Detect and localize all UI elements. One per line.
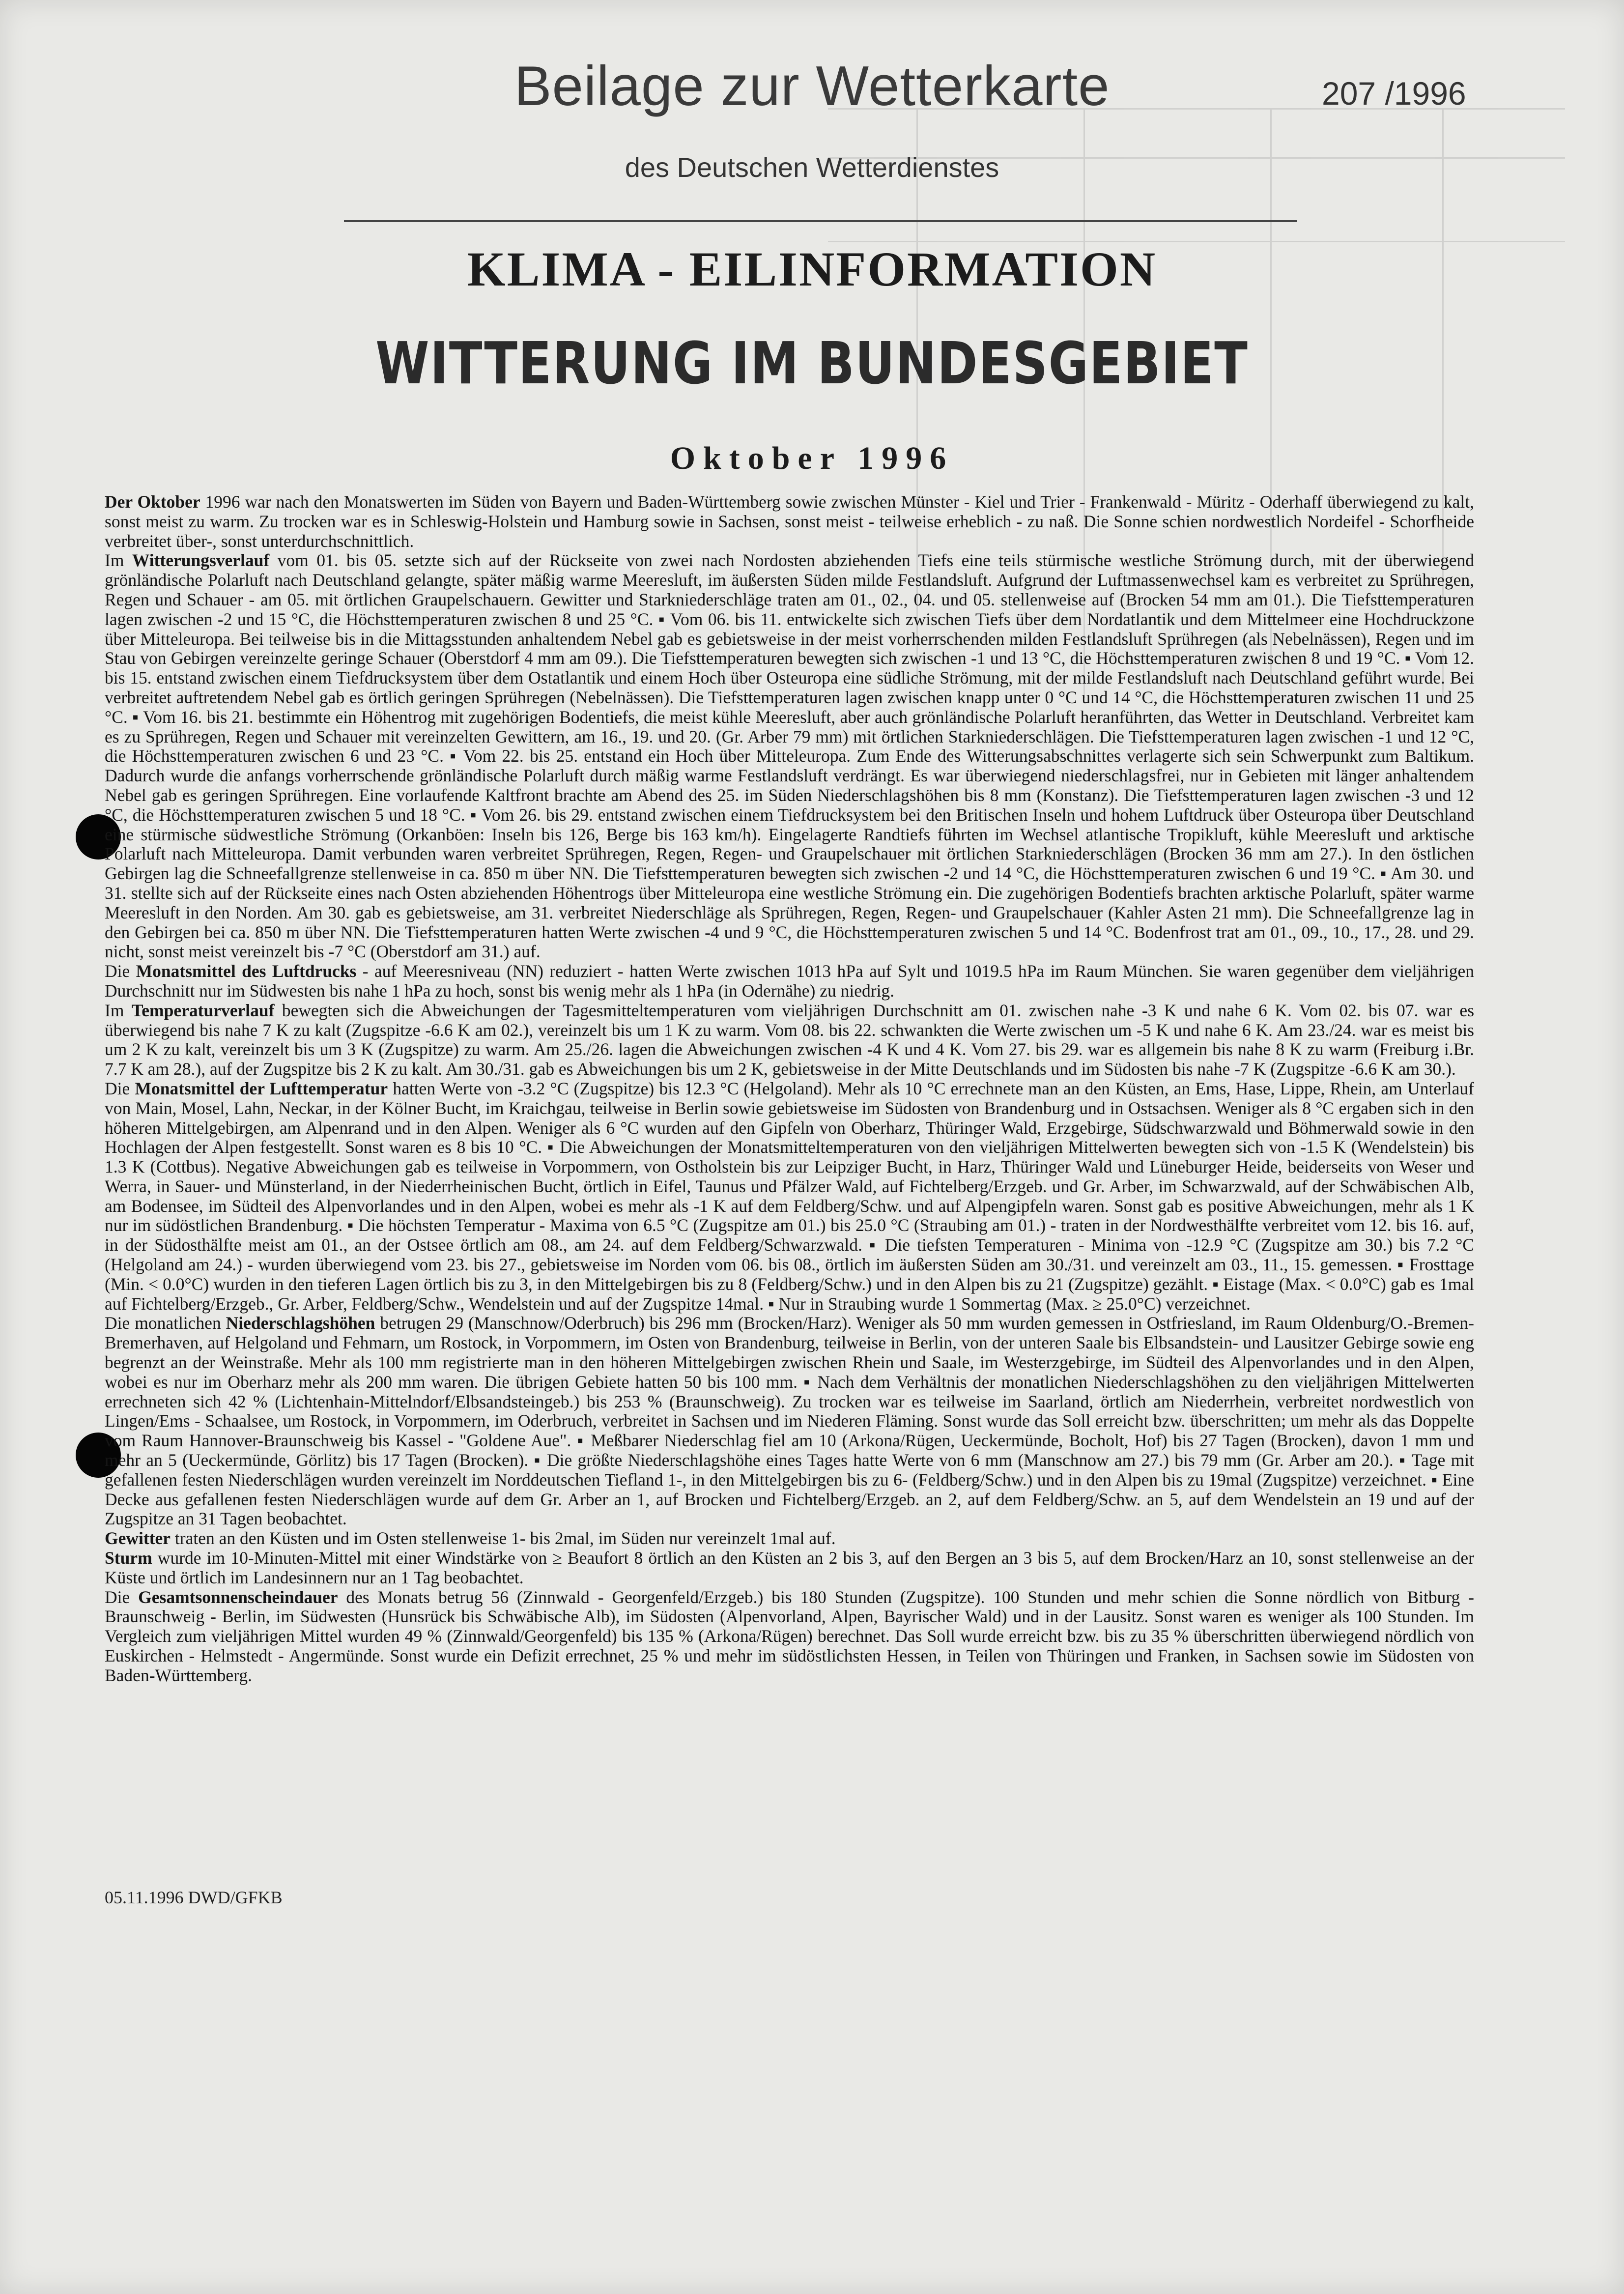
term: Niederschlagshöhen [226,1313,375,1333]
term: Der Oktober [105,492,200,512]
paragraph-sunshine: Die Gesamtsonnenscheindauer des Monats betrug 56 (Zinnwald - Georgenfeld/Erzgeb.) bis 180 Stunden (Zugspitze). 100 Stunden und mehr schien die Sonne nördlich von Bitburg - Braunschweig - Berlin, im Südwesten (Hunsrück bis Schwäbische Alb), im Südosten (Alpenvorland, Alpen, Bayrischer Wald) und in der Lausitz. Sonst waren es weniger als 100 Stunden. Im Vergleich zum vieljährigen Mittel wurden 49 % (Zinnwald/Georgenfeld) bis 135 % (Arkona/Rügen) berechnet. Das Soll wurde erreicht bzw. bis zu 35 % überschritten überwiegend nördlich von Euskirchen - Helmstedt - Angermünde. Sonst wurde ein Defizit errechnet, 25 % und mehr im südöstlichsten Hessen, in Teilen von Thüringen und Franken, in Sachsen sowie im Südosten von Baden-Württemberg. [105,1587,1474,1685]
term: Gesamtsonnenscheindauer [138,1587,338,1607]
paragraph-summary: Der Oktober 1996 war nach den Monatswerten im Süden von Bayern und Baden-Württemberg sowie zwischen Münster - Kiel und Trier - Frankenwald - Müritz - Oderhaff überwiegend zu kalt, sonst meist zu warm. Zu trocken war es in Schleswig-Holstein und Hamburg sowie in Sachsen, sonst meist - teilweise erheblich - zu naß. Die Sonne schien nordwestlich Nordeifel - Schorfheide verbreitet über-, sonst unterdurchschnittlich. [105,492,1474,551]
term: Monatsmittel des Luftdrucks [136,961,357,981]
term: Monatsmittel der Lufttemperatur [135,1078,388,1098]
term: Temperaturverlauf [131,1000,275,1020]
issue-number: 207 /1996 [1322,75,1466,112]
report-body [105,492,1474,1686]
header-rule [344,220,1297,222]
term: Witterungsverlauf [132,550,270,571]
report-month: Oktober 1996 [670,440,954,476]
kicker-title: KLIMA - EILINFORMATION [467,242,1157,296]
paragraph-temperature-course: Im Temperaturverlauf bewegten sich die Abweichungen der Tagesmitteltemperaturen vom vieljährigen Durchschnitt am 01. zwischen nahe -3 K und nahe 6 K. Vom 02. bis 07. war es überwiegend bis nahe 7 K zu kalt (Zugspitze -6.6 K am 02.), vereinzelt bis um 1 K zu warm. Vom 08. bis 22. schwankten die Werte zwischen um -5 K und nahe 6 K. Am 23./24. war es meist bis um 2 K zu kalt, vereinzelt bis um 3 K (Zugspitze) zu warm. Am 25./26. lagen die Abweichungen zwischen -4 K und 4 K. Vom 27. bis 29. war es allgemein bis nahe 8 K zu warm (Freiburg i.Br. 7.7 K am 28.), auf der Zugspitze bis 2 K zu kalt. Am 30./31. gab es Abweichungen bis um 2 K, gebietsweise in der Mitte Deutschlands und im Südosten bis nahe -7 K (Zugspitze -6.6 K am 30.). [105,1000,1475,1079]
term: Gewitter [105,1528,171,1548]
footer-date-code: 05.11.1996 DWD/GFKB [105,1888,283,1907]
document-header-title: Beilage zur Wetterkarte [514,55,1110,117]
main-headline: WITTERUNG IM BUNDESGEBIET [375,329,1249,397]
paragraph-air-pressure: Die Monatsmittel des Luftdrucks - auf Meeresniveau (NN) reduziert - hatten Werte zwischen 1013 hPa auf Sylt und 1019.5 hPa im Raum München. Sie waren gegenüber dem vieljährigen Durchschnitt nur im Südwesten bis nahe 1 hPa zu hoch, sonst bis wenig mehr als 1 hPa (in Odernähe) zu niedrig. [105,961,1474,1001]
publisher-subtitle: des Deutschen Wetterdienstes [625,152,999,183]
paragraph-thunderstorms: Gewitter traten an den Küsten und im Osten stellenweise 1- bis 2mal, im Süden nur vereinzelt 1mal auf. [105,1528,836,1548]
paragraph-weather-course: Im Witterungsverlauf vom 01. bis 05. setzte sich auf der Rückseite von zwei nach Nordosten abziehenden Tiefs eine teils stürmische westliche Strömung durch, mit der überwiegend grönländische Polarluft nach Deutschland gelangte, später mäßig warme Meeresluft, im äußersten Süden milde Festlandsluft. Aufgrund der Luftmassenwechsel kam es verbreitet zu Sprühregen, Regen und Schauer - am 05. mit örtlichen Graupelschauern. Gewitter und Starkniederschläge traten am 01., 02., 04. und 05. stellenweise auf (Brocken 54 mm am 01.). Die Tiefsttemperaturen lagen zwischen -2 und 15 °C, die Höchsttemperaturen zwischen 8 und 25 °C. ▪ Vom 06. bis 11. entwickelte sich zwischen Tiefs über dem Nordatlantik und dem Mittelmeer eine Hochdruckzone über Mitteleuropa. Bei teilweise bis in die Mittagsstunden anhaltendem Nebel gab es gebietsweise in der meist vorherrschenden milden Festlandsluft Sprühregen (als Nebelnässen), Regen und im Stau von Gebirgen vereinzelte geringe Schauer (Oberstdorf 4 mm am 09.). Die Tiefsttemperaturen bewegten sich zwischen -1 und 13 °C, die Höchsttemperaturen zwischen 8 und 19 °C. ▪ Vom 12. bis 15. entstand zwischen einem Tiefdrucksystem über dem Ostatlantik und einem Hoch über Osteuropa eine südliche Strömung, mit der milde Festlandsluft nach Deutschland geführt wurde. Bei verbreitet auftretendem Nebel gab es örtlich geringen Sprühregen (Nebelnässen). Die Tiefsttemperaturen lagen zwischen knapp unter 0 °C und 14 °C, die Höchsttemperaturen zwischen 11 und 25 °C. ▪ Vom 16. bis 21. bestimmte ein Höhentrog mit zugehörigen Bodentiefs, die meist kühle Meeresluft, aber auch grönländische Polarluft heranführten, das Wetter in Deutschland. Verbreitet kam es zu Sprühregen, Regen und Schauer mit vereinzelten Gewittern, am 16., 19. und 20. (Gr. Arber 79 mm) mit örtlichen Starkniederschlägen. Die Tiefsttemperaturen lagen zwischen -1 und 12 °C, die Höchsttemperaturen zwischen 6 und 23 °C. ▪ Vom 22. bis 25. entstand ein Hoch über Mitteleuropa. Zum Ende des Witterungsabschnittes verlagerte sich sein Schwerpunkt zum Baltikum. Dadurch wurde die anfangs vorherrschende grönländische Polarluft durch mäßig warme Festlandsluft verdrängt. Es war überwiegend niederschlagsfrei, nur in Gebieten mit länger anhaltendem Nebel gab es geringen Sprühregen. Eine vorlaufende Kaltfront brachte am Abend des 25. im Süden Niederschlagshöhen bis 8 mm (Konstanz). Die Tiefsttemperaturen lagen zwischen -3 und 12 °C, die Höchsttemperaturen zwischen 5 und 18 °C. ▪ Vom 26. bis 29. entstand zwischen einem Tiefdrucksystem bei den Britischen Inseln und hohem Luftdruck über Osteuropa über Deutschland eine stürmische südwestliche Strömung (Orkanböen: Inseln bis 126, Berge bis 163 km/h). Eingelagerte Randtiefs führten im Wechsel atlantische Tropikluft, kühle Meeresluft und arktische Polarluft nach Mitteleuropa. Damit verbunden waren verbreitet Sprühregen, Regen, Regen- und Graupelschauer mit örtlichen Starkniederschlägen (Brocken 36 mm am 27.). In den östlichen Gebirgen lag die Schneefallgrenze stellenweise in ca. 850 m über NN. Die Tiefsttemperaturen bewegten sich zwischen -2 und 14 °C, die Höchsttemperaturen zwischen 6 und 19 °C. ▪ Am 30. und 31. stellte sich auf der Rückseite eines nach Osten abziehenden Höhentrogs über Mitteleuropa eine westliche Strömung ein. Die zugehörigen Bodentiefs brachten arktische Polarluft, später warme Meeresluft in den Norden. Am 30. gab es gebietsweise, am 31. verbreitet Niederschläge als Sprühregen, Regen, Regen- und Graupelschauer (Kahler Asten 21 mm). Die Schneefallgrenze lag in den Gebirgen bei ca. 850 m über NN. Die Tiefsttemperaturen hatten Werte zwischen -4 und 9 °C, die Höchsttemperaturen zwischen 5 und 14 °C. Bodenfrost trat am 01., 09., 10., 17., 28. und 29. nicht, sonst meist vereinzelt bis -7 °C (Oberstdorf am 31.) auf. [105,550,1474,962]
paragraph-storm: Sturm wurde im 10-Minuten-Mittel mit einer Windstärke von ≥ Beaufort 8 örtlich an den Küsten an 2 bis 3, auf den Bergen an 3 bis 5, auf dem Brocken/Harz an 10, sonst stellenweise an der Küste und örtlich im Landesinnern nur an 1 Tag beobachtet. [105,1548,1474,1587]
paragraph-precipitation: Die monatlichen Niederschlagshöhen betrugen 29 (Manschnow/Oderbruch) bis 296 mm (Brocken/Harz). Weniger als 50 mm wurden gemessen in Ostfriesland, im Raum Oldenburg/O.-Bremen-Bremerhaven, auf Helgoland und Fehmarn, um Rostock, in Vorpommern, im Osten von Brandenburg, teilweise in Berlin, von der unteren Saale bis Elbsandstein- und Lausitzer Gebirge sowie eng begrenzt an der Weinstraße. Mehr als 100 mm registrierte man in den höheren Mittelgebirgen zwischen Rhein und Saale, im Westerzgebirge, im Südteil des Alpenvorlandes und in den Alpen, wobei es nur im Oberharz mehr als 200 mm waren. Die übrigen Gebiete hatten 50 bis 100 mm. ▪ Nach dem Verhältnis der monatlichen Niederschlagshöhen zu den vieljährigen Mittelwerten errechneten sich 42 % (Lichtenhain-Mittelndorf/Elbsandsteingeb.) bis 253 % (Braunschweig). Zu trocken war es teilweise im Saarland, örtlich am Niederrhein, verbreitet nordwestlich von Lingen/Ems - Schaalsee, um Rostock, in Vorpommern, im Oderbruch, verbreitet in Sachsen und im Niederen Fläming. Sonst wurde das Soll erreicht bzw. überschritten; um mehr als das Doppelte vom Raum Hannover-Braunschweig bis Kassel - "Goldene Aue". ▪ Meßbarer Niederschlag fiel am 10 (Arkona/Rügen, Ueckermünde, Bocholt, Hof) bis 27 Tagen (Brocken), davon 1 mm und mehr an 5 (Ueckermünde, Görlitz) bis 17 Tagen (Brocken). ▪ Die größte Niederschlagshöhe eines Tages hatte Werte von 6 mm (Manschnow am 27.) bis 79 mm (Gr. Arber am 20.). ▪ Tage mit gefallenen festen Niederschlägen wurden vereinzelt im Norddeutschen Tiefland 1-, in den Mittelgebirgen bis zu 6- (Feldberg/Schw.) und in den Alpen bis zu 19mal (Zugspitze) verzeichnet. ▪ Eine Decke aus gefallenen festen Niederschlägen wurde auf dem Gr. Arber an 1, auf Brocken und Fichtelberg/Erzgeb. an 2, auf dem Feldberg/Schw. an 5, auf dem Wendelstein an 19 und auf der Zugspitze an 31 Tagen beobachtet. [105,1313,1474,1529]
term: Sturm [105,1548,152,1568]
paragraph-air-temperature: Die Monatsmittel der Lufttemperatur hatten Werte von -3.2 °C (Zugspitze) bis 12.3 °C (Helgoland). Mehr als 10 °C errechnete man an den Küsten, an Ems, Hase, Lippe, Rhein, am Unterlauf von Main, Mosel, Lahn, Neckar, in der Kölner Bucht, im Kraichgau, teilweise in Berlin sowie gebietsweise im Südosten von Brandenburg und in Ostsachsen. Weniger als 8 °C ergaben sich in den höheren Mittelgebirgen, am Alpenrand und in den Alpen. Weniger als 6 °C wurden auf den Gipfeln von Oberharz, Thüringer Wald, Erzgebirge, Südschwarzwald und Böhmerwald sowie in den Hochlagen der Alpen festgestellt. Sonst waren es 8 bis 10 °C. ▪ Die Abweichungen der Monatsmitteltemperaturen von den vieljährigen Mittelwerten bewegten sich von -1.5 K (Wendelstein) bis 1.3 K (Cottbus). Negative Abweichungen gab es teilweise in Vorpommern, von Ostholstein bis zur Leipziger Bucht, in Harz, Thüringer Wald und Lüneburger Heide, beiderseits von Weser und Werra, in Sauer- und Münsterland, in der Niederrheinischen Bucht, örtlich in Eifel, Taunus und Pfälzer Wald, auf Fichtelberg/Erzgeb. und Gr. Arber, im Schwarzwald, auf der Schwäbischen Alb, am Bodensee, im Südteil des Alpenvorlandes und in den Alpen, wobei es mehr als -1 K auf dem Feldberg/Schw. und auf Alpengipfeln waren. Sonst gab es positive Abweichungen, mehr als 1 K nur im südöstlichen Brandenburg. ▪ Die höchsten Temperatur - Maxima von 6.5 °C (Zugspitze am 01.) bis 25.0 °C (Straubing am 01.) - traten in der Nordwesthälfte verbreitet vom 12. bis 16. auf, in der Südosthälfte meist am 01., an der Ostsee örtlich am 08., am 24. auf dem Feldberg/Schwarzwald. ▪ Die tiefsten Temperaturen - Minima von -12.9 °C (Zugspitze am 30.) bis 7.2 °C (Helgoland am 24.) - wurden überwiegend vom 23. bis 27., gebietsweise im Norden vom 06. bis 08., örtlich im äußersten Süden am 30./31. und vereinzelt am 03., 11., 15. gemessen. ▪ Frosttage (Min. < 0.0°C) wurden in den tieferen Lagen örtlich bis zu 3, in den Mittelgebirgen bis zu 8 (Feldberg/Schw.) und in den Alpen bis zu 21 (Zugspitze) gezählt. ▪ Eistage (Max. < 0.0°C) gab es 1mal auf Fichtelberg/Erzgeb., Gr. Arber, Feldberg/Schw., Wendelstein und auf der Zugspitze 14mal. ▪ Nur in Straubing wurde 1 Sommertag (Max. ≥ 25.0°C) verzeichnet. [105,1078,1474,1314]
